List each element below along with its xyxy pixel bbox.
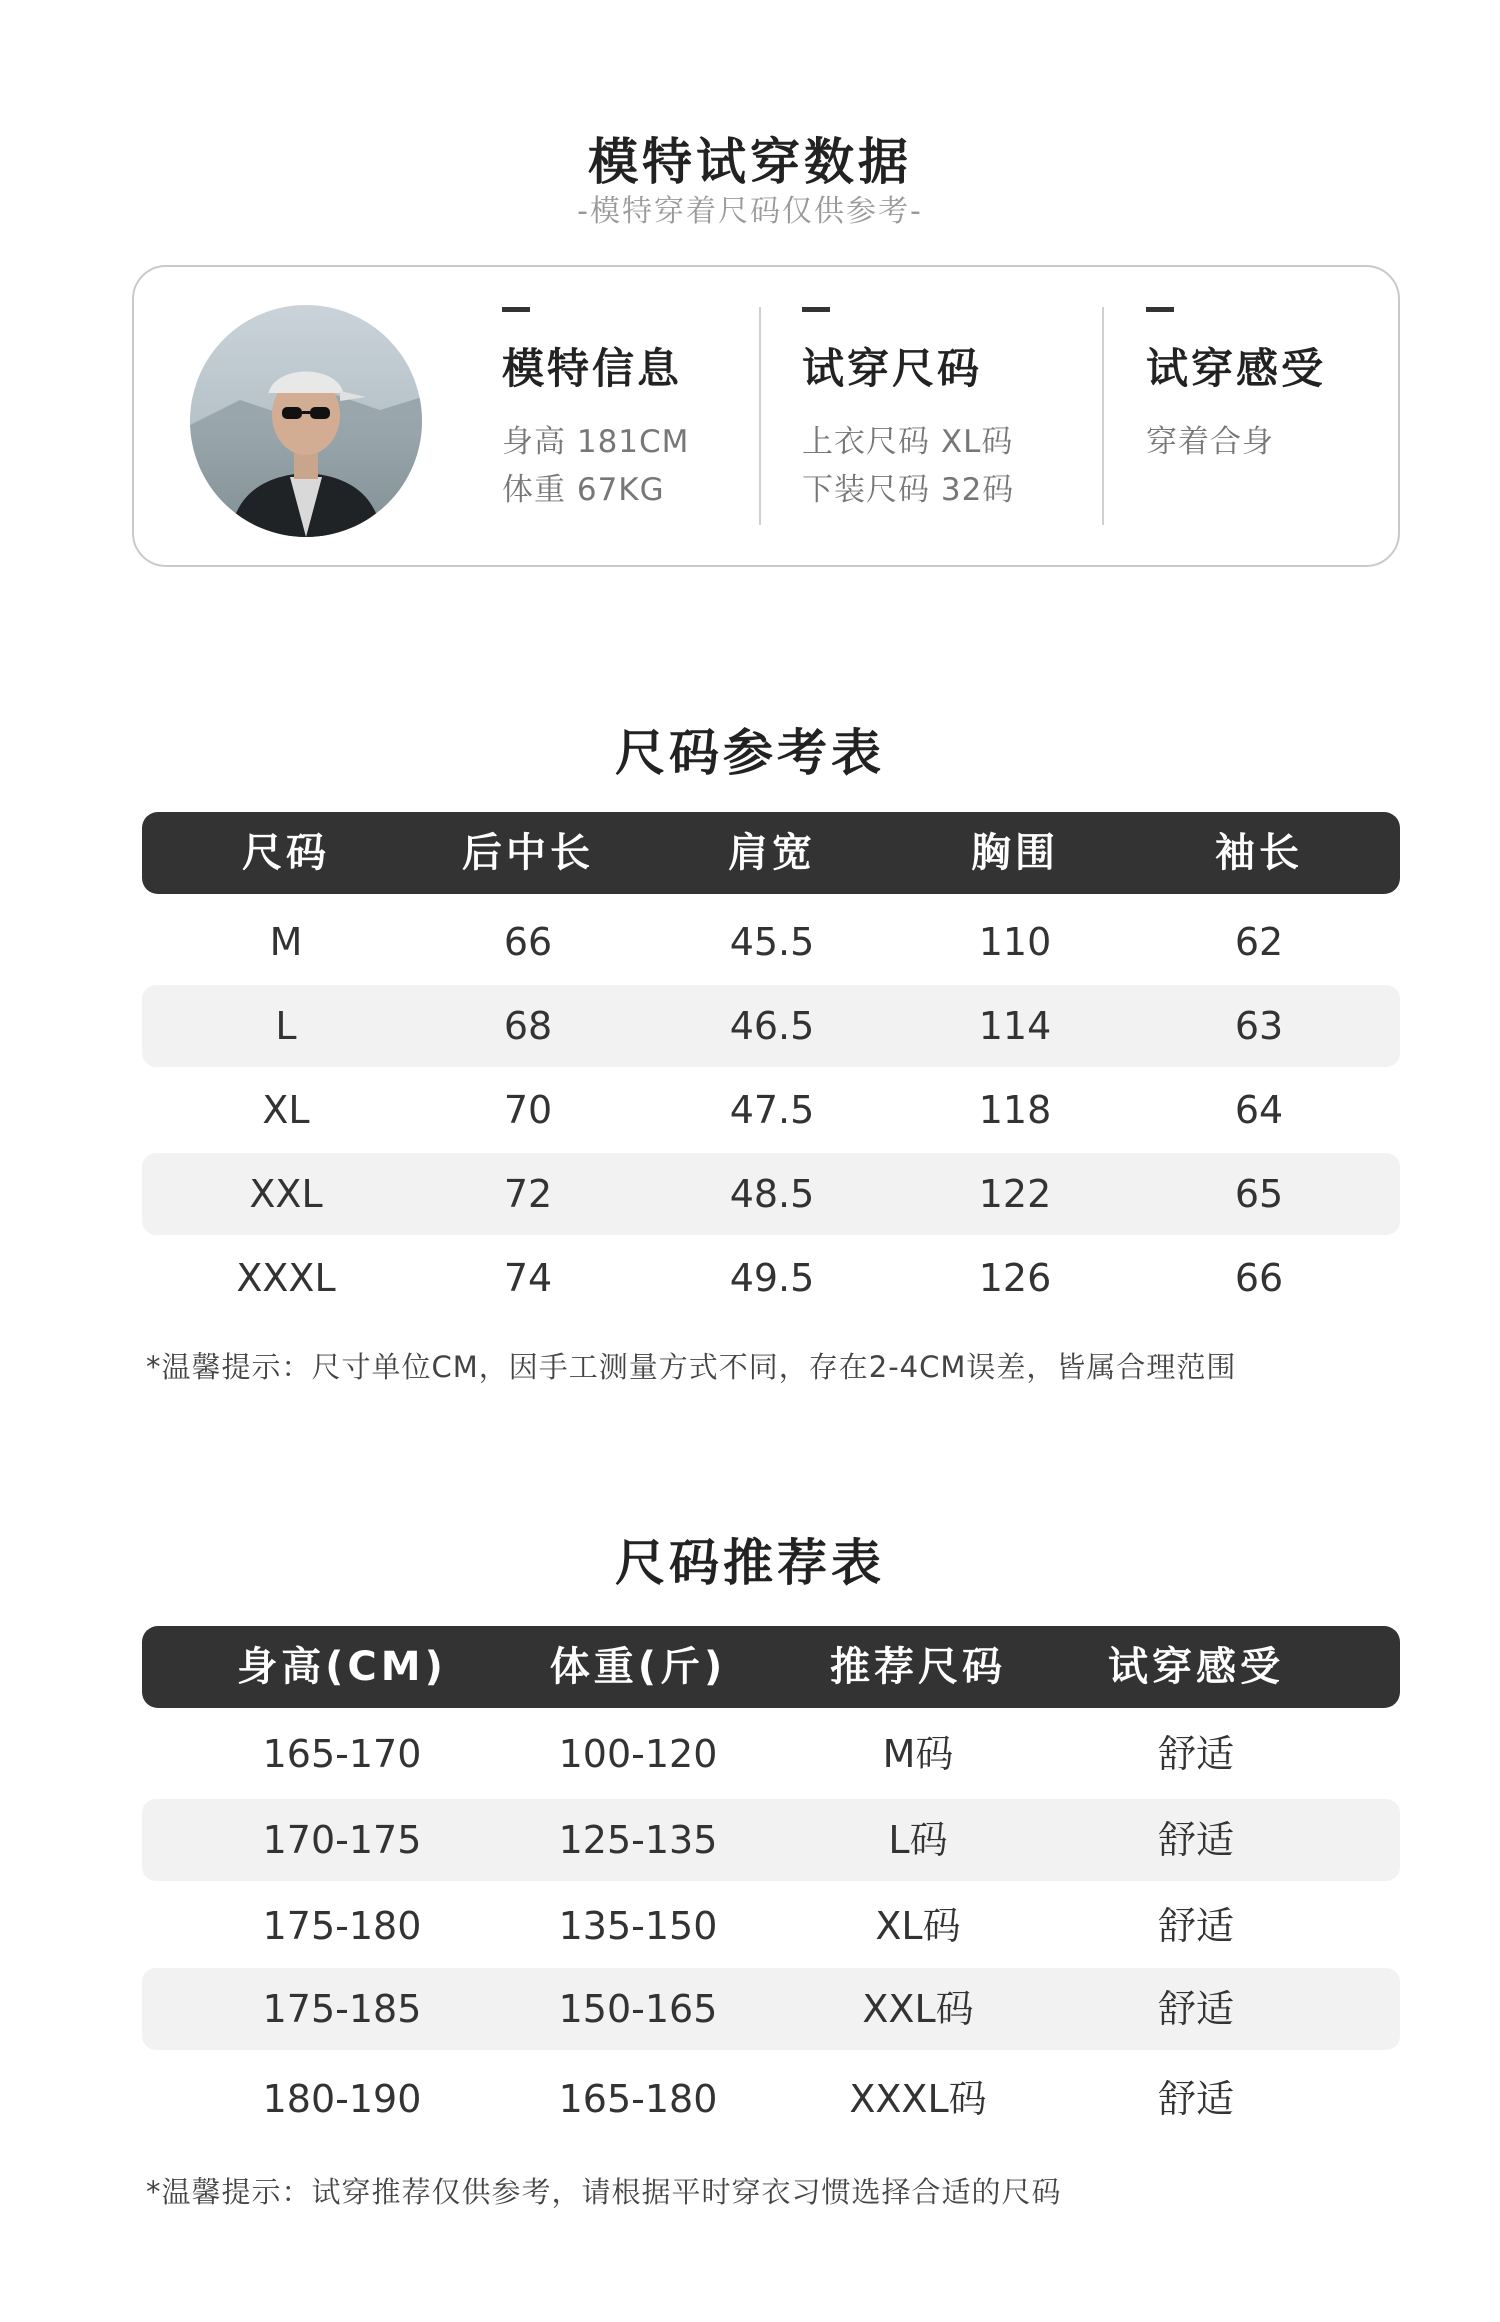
fit-size-column — [802, 307, 1014, 514]
cell-weight: 135-150 — [558, 1904, 718, 1948]
cell-chest: 122 — [978, 1172, 1052, 1216]
cell-shoulder: 49.5 — [729, 1256, 815, 1300]
table-row — [142, 1069, 1400, 1151]
model-section-subtitle: -模特穿着尺码仅供参考- — [577, 194, 923, 229]
cell-back-length: 66 — [503, 920, 553, 964]
model-info-card — [132, 265, 1400, 567]
cell-shoulder: 45.5 — [729, 920, 815, 964]
cell-chest: 126 — [978, 1256, 1052, 1300]
table-row — [142, 1799, 1400, 1881]
cell-size: XXXL — [236, 1256, 336, 1300]
cell-weight: 150-165 — [558, 1987, 718, 2031]
fit-size-title: 试穿尺码 — [802, 344, 983, 393]
header-height: 身高(CM) — [237, 1644, 447, 1690]
cell-fit-feel: 舒适 — [1157, 1818, 1235, 1862]
column-divider — [1102, 307, 1104, 525]
cell-fit-feel: 舒适 — [1157, 1904, 1235, 1948]
cell-back-length: 68 — [503, 1004, 553, 1048]
header-size: 尺码 — [242, 830, 330, 876]
model-section-title: 模特试穿数据 — [588, 133, 912, 191]
recommend-chart-title: 尺码推荐表 — [615, 1534, 885, 1592]
cell-back-length: 72 — [503, 1172, 553, 1216]
cell-recommended-size: M码 — [882, 1732, 954, 1776]
top-size: 上衣尺码 XL码 — [802, 424, 1014, 460]
size-chart-header — [142, 812, 1400, 894]
fit-feel-column — [1146, 307, 1326, 466]
cell-shoulder: 47.5 — [729, 1088, 815, 1132]
cell-back-length: 70 — [503, 1088, 553, 1132]
size-chart-note: *温馨提示：尺寸单位CM，因手工测量方式不同，存在2-4CM误差，皆属合理范围 — [146, 1350, 1237, 1384]
table-row — [142, 2058, 1400, 2140]
cell-shoulder: 48.5 — [729, 1172, 815, 1216]
cell-fit-feel: 舒适 — [1157, 2077, 1235, 2121]
header-back-length: 后中长 — [462, 830, 594, 876]
cell-sleeve: 66 — [1234, 1256, 1284, 1300]
size-chart-title: 尺码参考表 — [615, 724, 885, 782]
cell-recommended-size: XXL码 — [862, 1987, 974, 2031]
header-chest: 胸围 — [971, 830, 1059, 876]
cell-recommended-size: XL码 — [875, 1904, 961, 1948]
cell-height: 175-180 — [262, 1904, 422, 1948]
model-info-column — [502, 307, 689, 514]
fit-feel-title: 试穿感受 — [1146, 344, 1327, 393]
cell-sleeve: 62 — [1234, 920, 1284, 964]
cell-weight: 100-120 — [558, 1732, 718, 1776]
fit-feel-value: 穿着合身 — [1146, 424, 1274, 460]
cell-size: XL — [262, 1088, 310, 1132]
column-dash — [802, 307, 830, 312]
cell-size: L — [275, 1004, 297, 1048]
model-avatar — [190, 305, 422, 537]
cell-shoulder: 46.5 — [729, 1004, 815, 1048]
model-info-title: 模特信息 — [502, 344, 683, 393]
cell-recommended-size: XXXL码 — [849, 2077, 987, 2121]
cell-sleeve: 64 — [1234, 1088, 1284, 1132]
table-row — [142, 985, 1400, 1067]
cell-height: 170-175 — [262, 1818, 422, 1862]
header-recommended-size: 推荐尺码 — [830, 1644, 1006, 1690]
cell-chest: 110 — [978, 920, 1052, 964]
cell-fit-feel: 舒适 — [1157, 1732, 1235, 1776]
model-weight: 体重 67KG — [502, 472, 665, 508]
recommend-chart-header — [142, 1626, 1400, 1708]
header-fit-feel: 试穿感受 — [1108, 1644, 1284, 1690]
cell-chest: 118 — [978, 1088, 1052, 1132]
cell-height: 165-170 — [262, 1732, 422, 1776]
table-row — [142, 1153, 1400, 1235]
table-row — [142, 1968, 1400, 2050]
cell-recommended-size: L码 — [888, 1818, 948, 1862]
cell-size: XXL — [249, 1172, 323, 1216]
cell-height: 175-185 — [262, 1987, 422, 2031]
cell-size: M — [269, 920, 303, 964]
bottom-size: 下装尺码 32码 — [802, 472, 1015, 508]
header-sleeve: 袖长 — [1215, 830, 1303, 876]
header-weight: 体重(斤) — [549, 1644, 727, 1690]
table-row — [142, 901, 1400, 983]
cell-fit-feel: 舒适 — [1157, 1987, 1235, 2031]
table-row — [142, 1237, 1400, 1319]
column-divider — [759, 307, 761, 525]
cell-sleeve: 65 — [1234, 1172, 1284, 1216]
model-height: 身高 181CM — [502, 424, 690, 460]
header-shoulder: 肩宽 — [728, 830, 816, 876]
cell-back-length: 74 — [503, 1256, 553, 1300]
cell-chest: 114 — [978, 1004, 1052, 1048]
table-row — [142, 1885, 1400, 1967]
column-dash — [1146, 307, 1174, 312]
cell-sleeve: 63 — [1234, 1004, 1284, 1048]
cell-height: 180-190 — [262, 2077, 422, 2121]
table-row — [142, 1713, 1400, 1795]
cell-weight: 165-180 — [558, 2077, 718, 2121]
column-dash — [502, 307, 530, 312]
recommend-chart-note: *温馨提示：试穿推荐仅供参考，请根据平时穿衣习惯选择合适的尺码 — [146, 2175, 1062, 2209]
cell-weight: 125-135 — [558, 1818, 718, 1862]
